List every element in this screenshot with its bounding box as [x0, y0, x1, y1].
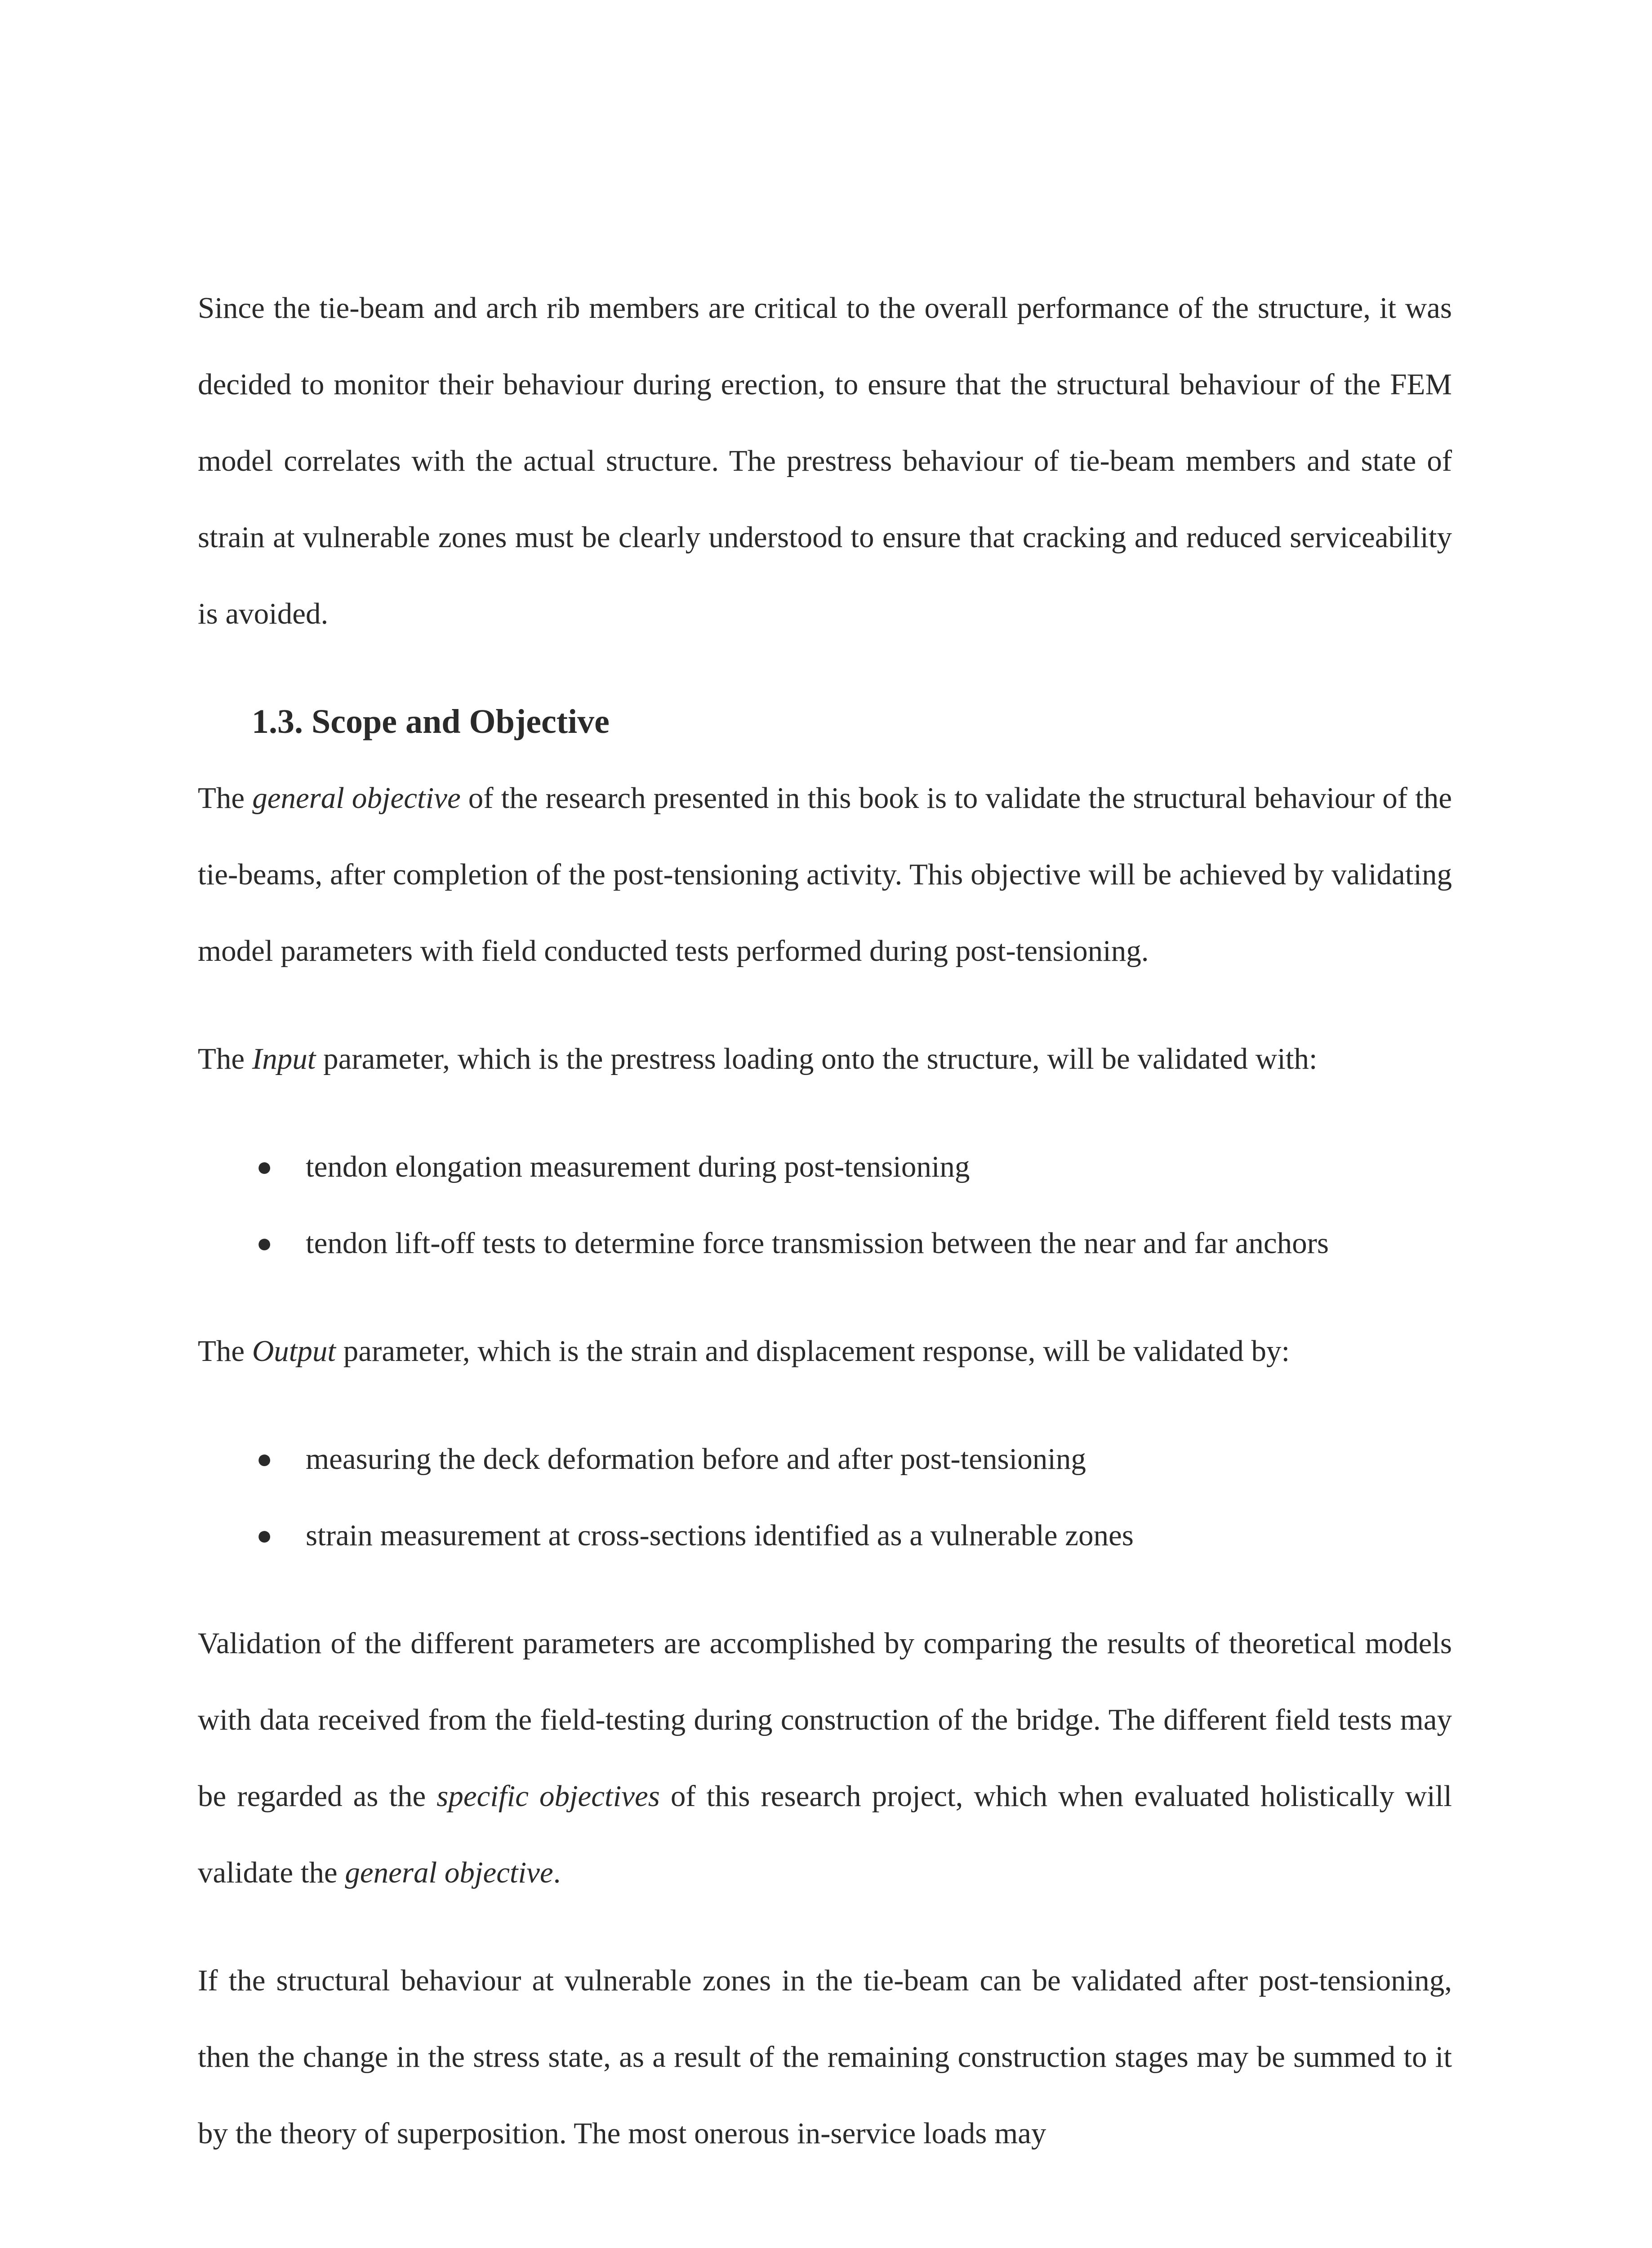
- objective-emphasis: general objective: [252, 781, 461, 815]
- list-item: ● tendon elongation measurement during post-tensioning: [198, 1128, 1452, 1205]
- output-emphasis: Output: [252, 1334, 336, 1368]
- list-item: ● strain measurement at cross-sections identified as a vulnerable zones: [198, 1497, 1452, 1574]
- input-list: [198, 1128, 1452, 1281]
- input-paragraph: The Input parameter, which is the prestress loading onto the structure, will be validated with:: [198, 1042, 1318, 1075]
- objective-paragraph: The general objective of the research presented in this book is to validate the structural behaviour of the tie-beams, after completion of the post-tensioning activity. This objective will be achieved by validating model parameters with field conducted tests performed during post-tensioning.: [198, 781, 1452, 968]
- intro-paragraph: Since the tie-beam and arch rib members are critical to the overall performance of the structure, it was decided to monitor their behaviour during erection, to ensure that the structural behaviour of the FEM model correlates with the actual structure. The prestress behaviour of tie-beam members and state of strain at vulnerable zones must be clearly understood to ensure that cracking and reduced serviceability is avoided.: [198, 291, 1452, 630]
- input-emphasis: Input: [252, 1042, 316, 1075]
- output-list: [198, 1421, 1452, 1574]
- final-paragraph: If the structural behaviour at vulnerable zones in the tie-beam can be validated after post-tensioning, then the change in the stress state, as a result of the remaining construction stages may be summed to it by the theory of superposition. The most onerous in-service loads may: [198, 1964, 1452, 2150]
- validation-paragraph: Validation of the different parameters are accomplished by comparing the results of theoretical models with data received from the field-testing during construction of the bridge. The different field tests may be regarded as the specific objectives of this research project, which when evaluated holistically will validate the general objective.: [198, 1627, 1452, 1889]
- list-item: ● tendon lift-off tests to determine force transmission between the near and far anchors: [198, 1205, 1452, 1281]
- list-item: ● measuring the deck deformation before and after post-tensioning: [198, 1421, 1452, 1497]
- document-page: [198, 270, 1452, 2172]
- bullet-icon: ●: [256, 1444, 273, 1474]
- bullet-icon: ●: [256, 1228, 273, 1258]
- bullet-icon: ●: [256, 1521, 273, 1550]
- output-paragraph: The Output parameter, which is the strain and displacement response, will be validated by:: [198, 1334, 1290, 1368]
- specific-objectives-emphasis: specific objectives: [436, 1780, 660, 1813]
- section-heading: 1.3. Scope and Objective: [252, 703, 610, 740]
- bullet-icon: ●: [256, 1152, 273, 1182]
- general-objective-emphasis: general objective: [345, 1856, 553, 1889]
